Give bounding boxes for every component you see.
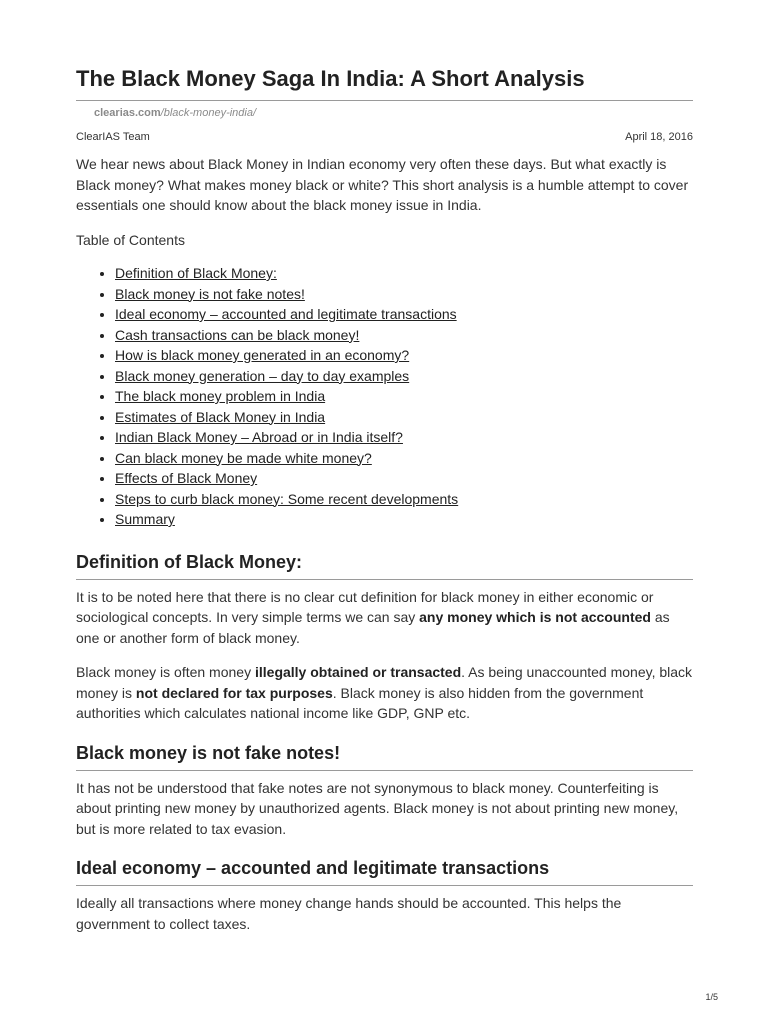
bold-text: illegally obtained or transacted xyxy=(254,664,462,680)
toc-link-effects[interactable]: Effects of Black Money xyxy=(115,470,258,486)
page-number: 1/5 xyxy=(705,992,718,1002)
source-domain: clearias.com xyxy=(94,107,161,119)
toc-item xyxy=(115,448,693,469)
toc-link-estimates[interactable]: Estimates of Black Money in India xyxy=(115,408,326,425)
text-run: It is to be noted here that there is no clear cut definition for black money in either economic or sociological concepts. In very simple terms we can say xyxy=(76,588,654,625)
toc-link-summary[interactable]: Summary xyxy=(115,511,175,527)
author: ClearIAS Team xyxy=(76,131,150,143)
toc-item xyxy=(115,366,693,387)
toc-link-examples[interactable]: Black money generation – day to day examples xyxy=(115,367,410,384)
toc-item xyxy=(115,427,693,448)
table-of-contents xyxy=(76,263,693,530)
section-heading-ideal-economy: Ideal economy – accounted and legitimate transactions xyxy=(76,854,693,886)
toc-item xyxy=(115,304,693,325)
toc-link-steps[interactable]: Steps to curb black money: Some recent developments xyxy=(115,490,459,507)
toc-link-fake-notes[interactable]: Black money is not fake notes! xyxy=(115,285,305,302)
toc-label: Table of Contents xyxy=(76,231,185,248)
text-run: Black money is often money xyxy=(76,664,255,680)
source-url xyxy=(76,100,693,120)
source-path: /black-money-india/ xyxy=(160,107,257,119)
toc-item xyxy=(115,263,693,284)
bold-text: any money which is not accounted xyxy=(419,609,651,625)
toc-link-abroad[interactable]: Indian Black Money – Abroad or in India itself? xyxy=(115,429,403,445)
page-title: The Black Money Saga In India: A Short Analysis xyxy=(76,66,585,91)
toc-link-problem-india[interactable]: The black money problem in India xyxy=(115,388,326,404)
article-meta xyxy=(76,130,693,144)
intro-paragraph: We hear news about Black Money in Indian economy very often these days. But what exactly is Black money? What makes money black or white? This short analysis is a humble attempt to cover essentials one should know about the black money issue in India. xyxy=(76,156,689,213)
fake-notes-paragraph: It has not be understood that fake notes are not synonymous to black money. Counterfeiting is about printing new money by unauthorized agents. Black money is not about printing new money, but is more related to tax evasion. xyxy=(76,779,679,837)
publish-date: April 18, 2016 xyxy=(625,131,693,143)
bold-text: not declared for tax purposes xyxy=(135,684,333,701)
document-page xyxy=(76,62,693,934)
toc-link-cash-transactions[interactable]: Cash transactions can be black money! xyxy=(115,326,360,343)
definition-paragraph-2 xyxy=(76,662,693,724)
toc-item xyxy=(115,325,693,346)
toc-link-white-money[interactable]: Can black money be made white money? xyxy=(115,449,372,466)
toc-item xyxy=(115,509,693,530)
toc-link-generation[interactable]: How is black money generated in an economy? xyxy=(115,347,410,363)
toc-item xyxy=(115,284,693,305)
toc-link-definition[interactable]: Definition of Black Money: xyxy=(115,265,277,281)
toc-link-ideal-economy[interactable]: Ideal economy – accounted and legitimate transactions xyxy=(115,306,457,322)
ideal-economy-paragraph: Ideally all transactions where money change hands should be accounted. This helps the government to collect taxes. xyxy=(76,895,622,932)
section-heading-fake-notes: Black money is not fake notes! xyxy=(76,739,693,771)
text-run: . Black money is also hidden from the government authorities which calculates national income like GDP, GNP etc. xyxy=(76,684,644,721)
toc-item xyxy=(115,468,693,489)
text-run: . As being unaccounted money, black money is xyxy=(76,664,693,701)
definition-paragraph-1 xyxy=(76,587,693,649)
section-heading-definition: Definition of Black Money: xyxy=(76,548,693,580)
text-run: as one or another form of black money. xyxy=(76,609,670,646)
toc-item xyxy=(115,489,693,510)
toc-item xyxy=(115,345,693,366)
toc-item xyxy=(115,407,693,428)
toc-item xyxy=(115,386,693,407)
